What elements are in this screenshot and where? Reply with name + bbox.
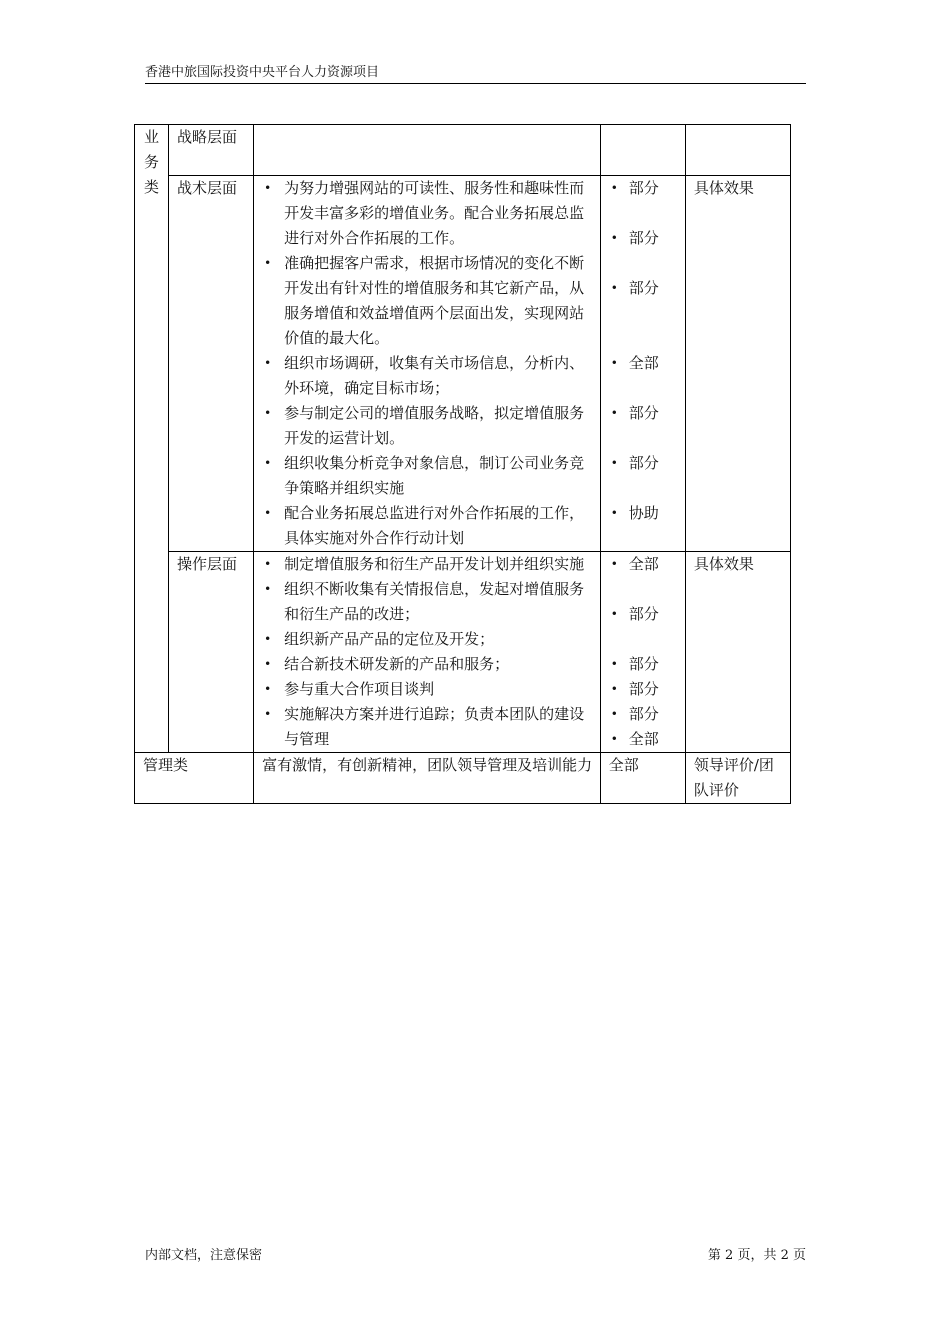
duty-strategic [254, 125, 601, 176]
eval-tactical: 具体效果 [685, 176, 790, 552]
duties-operational [254, 552, 601, 753]
eval-management: 领导评价/团队评价 [685, 753, 790, 804]
scope-item: • 部分 [609, 226, 677, 276]
eval-operational: 具体效果 [685, 552, 790, 753]
page-header-title: 香港中旅国际投资中央平台人力资源项目 [145, 64, 806, 84]
list-item: • 参与重大合作项目谈判 [260, 677, 594, 702]
category-management: 管理类 [135, 753, 254, 804]
scope-item: • 部分 [609, 176, 677, 226]
scope-item: • 全部 [609, 351, 677, 401]
list-item: • 实施解决方案并进行追踪；负责本团队的建设与管理 [260, 702, 594, 752]
list-item: • 配合业务拓展总监进行对外合作拓展的工作，具体实施对外合作行动计划 [260, 501, 594, 551]
row-management [135, 753, 791, 804]
level-tactical: 战术层面 [169, 176, 254, 552]
level-strategic: 战略层面 [169, 125, 254, 176]
scope-item: • 全部 [609, 552, 677, 602]
scope-item: • 部分 [609, 451, 677, 501]
scopes-operational [600, 552, 685, 753]
category-business [135, 125, 169, 753]
scope-item: • 部分 [609, 401, 677, 451]
list-item: • 组织新产品产品的定位及开发； [260, 627, 594, 652]
scope-item: • 协助 [609, 501, 677, 551]
list-item: • 制定增值服务和衍生产品开发计划并组织实施 [260, 552, 594, 577]
level-operational: 操作层面 [169, 552, 254, 753]
category-business-label: 业务类 [144, 128, 160, 196]
job-responsibility-table [134, 124, 791, 804]
scope-item: • 部分 [609, 702, 677, 727]
footer-page-number: 第 2 页，共 2 页 [707, 1248, 806, 1263]
scopes-tactical [600, 176, 685, 552]
list-item: • 组织市场调研，收集有关市场信息，分析内、外环境，确定目标市场； [260, 351, 594, 401]
list-item: • 组织收集分析竞争对象信息，制订公司业务竞争策略并组织实施 [260, 451, 594, 501]
row-operational [135, 552, 791, 753]
scope-item: • 全部 [609, 727, 677, 752]
eval-strategic [685, 125, 790, 176]
scope-item: • 部分 [609, 677, 677, 702]
duties-tactical [254, 176, 601, 552]
scope-strategic [600, 125, 685, 176]
footer-confidential: 内部文档，注意保密 [145, 1248, 263, 1263]
list-item: • 组织不断收集有关情报信息，发起对增值服务和衍生产品的改进； [260, 577, 594, 627]
list-item: • 结合新技术研发新的产品和服务； [260, 652, 594, 677]
row-tactical [135, 176, 791, 552]
scope-management: 全部 [600, 753, 685, 804]
scope-item: • 部分 [609, 276, 677, 351]
list-item: • 准确把握客户需求，根据市场情况的变化不断开发出有针对性的增值服务和其它新产品，从服务增值和效益增值两个层面出发，实现网站价值的最大化。 [260, 251, 594, 351]
scope-item: • 部分 [609, 652, 677, 677]
row-strategic [135, 125, 791, 176]
duty-management: 富有激情，有创新精神，团队领导管理及培训能力 [254, 753, 601, 804]
list-item: • 为努力增强网站的可读性、服务性和趣味性而开发丰富多彩的增值业务。配合业务拓展总监进行对外合作拓展的工作。 [260, 176, 594, 251]
list-item: • 参与制定公司的增值服务战略，拟定增值服务开发的运营计划。 [260, 401, 594, 451]
scope-item: • 部分 [609, 602, 677, 652]
